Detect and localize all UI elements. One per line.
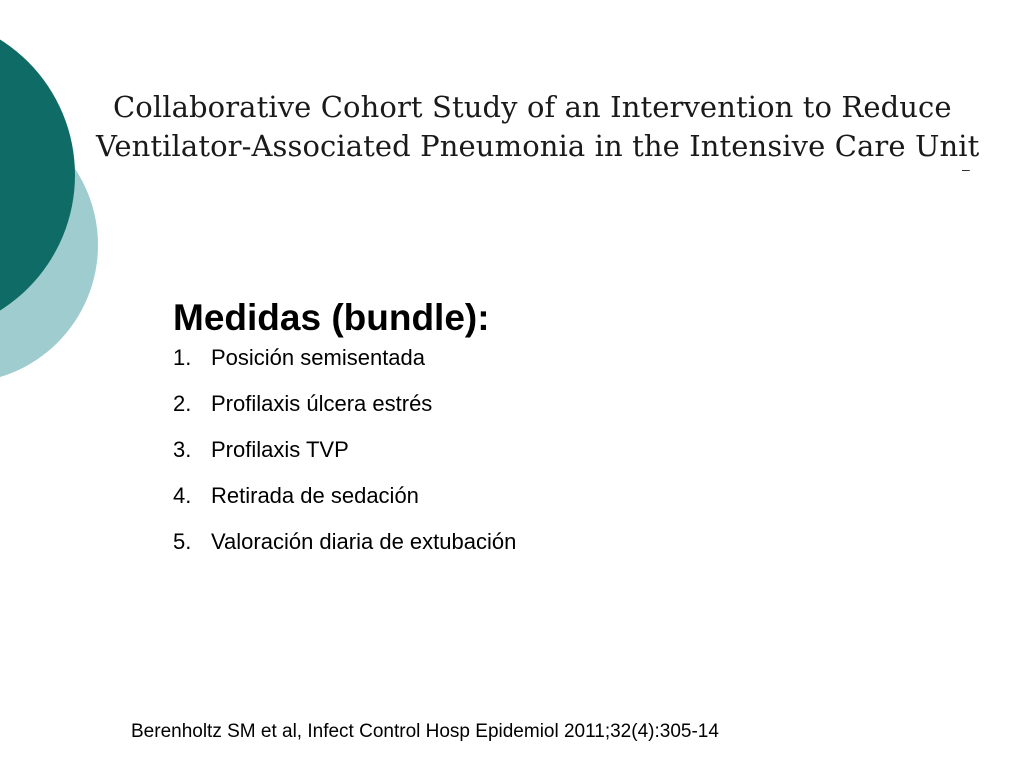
list-item-number: 4. <box>173 483 192 508</box>
title-dash: – <box>962 161 970 177</box>
article-title-line-1: Collaborative Cohort Study of an Intervention to Reduce <box>113 90 952 124</box>
list-item <box>173 392 873 438</box>
list-item-number: 5. <box>173 529 192 554</box>
list-item-number: 3. <box>173 437 192 462</box>
citation: Berenholtz SM et al, Infect Control Hosp Epidemiol 2011;32(4):305-14 <box>131 721 719 742</box>
list-item-text: Valoración diaria de extubación <box>211 529 517 554</box>
bundle-heading: Medidas (bundle): <box>173 297 490 338</box>
decorative-circles <box>0 0 110 420</box>
bundle-list <box>173 346 873 576</box>
list-item-text: Retirada de sedación <box>211 483 419 508</box>
list-item <box>173 346 873 392</box>
list-item-number: 2. <box>173 391 192 416</box>
article-title-image <box>96 88 980 166</box>
bundle-content <box>173 296 873 576</box>
list-item-text: Profilaxis úlcera estrés <box>211 391 433 416</box>
list-item <box>173 530 873 576</box>
list-item-text: Profilaxis TVP <box>211 437 349 462</box>
list-item-text: Posición semisentada <box>211 345 426 370</box>
list-item <box>173 484 873 530</box>
list-item-number: 1. <box>173 345 192 370</box>
list-item <box>173 438 873 484</box>
article-title-line-2: Ventilator-Associated Pneumonia in the Intensive Care Unit <box>96 129 980 163</box>
